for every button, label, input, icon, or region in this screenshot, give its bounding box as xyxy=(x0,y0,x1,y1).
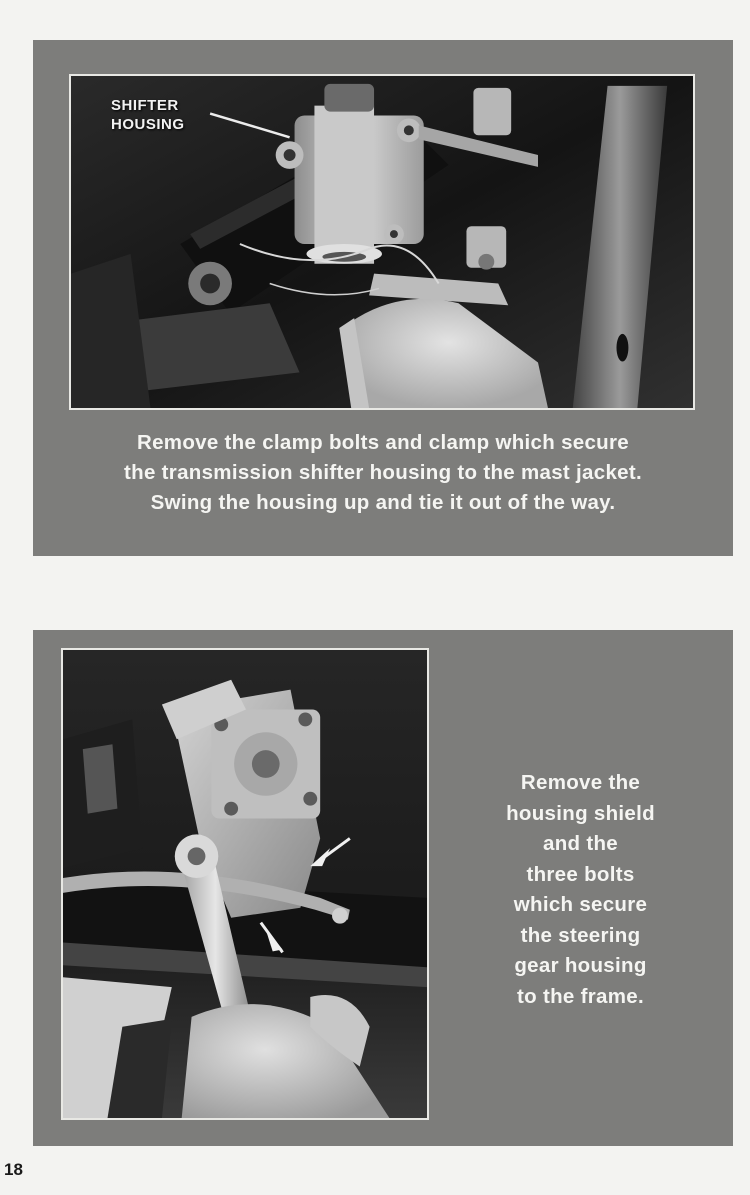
page-number: 18 xyxy=(4,1160,23,1179)
shifter-housing-callout xyxy=(111,96,185,134)
caption-line: housing shield xyxy=(506,801,655,825)
callout-line: SHIFTER xyxy=(111,97,179,114)
shifter-housing-photo xyxy=(69,74,695,410)
caption-line: Remove the clamp bolts and clamp which secure xyxy=(137,431,629,454)
caption-line: three bolts xyxy=(526,862,635,886)
steering-gear-photo xyxy=(61,648,429,1120)
top-panel xyxy=(33,40,733,556)
bottom-panel xyxy=(33,630,733,1146)
top-caption xyxy=(63,428,703,518)
callout-line: HOUSING xyxy=(111,116,185,133)
steering-gear-illustration xyxy=(63,650,427,1118)
caption-line: gear housing xyxy=(514,954,647,977)
bottom-caption xyxy=(453,768,708,1012)
caption-line: Swing the housing up and tie it out of the way. xyxy=(150,491,616,514)
caption-line: which secure xyxy=(513,893,648,916)
caption-line: and the xyxy=(543,832,618,855)
caption-line: to the frame. xyxy=(517,984,644,1008)
caption-line: the steering xyxy=(520,923,641,947)
caption-line: Remove the xyxy=(520,771,641,794)
caption-line: the transmission shifter housing to the mast jacket. xyxy=(124,461,642,484)
